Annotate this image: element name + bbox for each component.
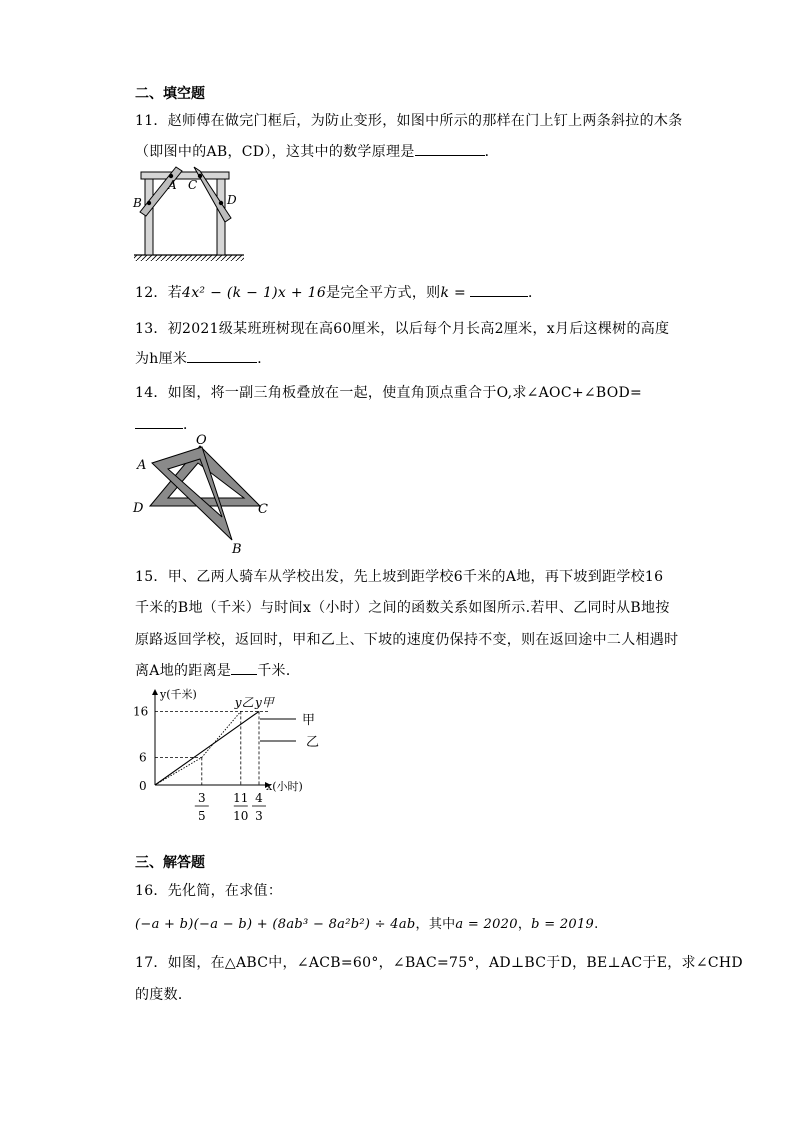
q12-line xyxy=(135,282,542,302)
q11-line1: 11．赵师傅在做完门框后，为防止变形，如图中所示的那样在门上钉上两条斜拉的木条 xyxy=(135,113,683,129)
chart-legend xyxy=(258,708,338,758)
q13-line2 xyxy=(135,348,272,368)
q16-b-value: b = 2019 xyxy=(531,917,595,932)
q13-line1: 13．初2021级某班班树现在高60厘米，以后每个月长高2厘米，x月后这棵树的高度 xyxy=(135,321,670,337)
label-o: O xyxy=(196,433,207,448)
q12-expression: 4x² − (k − 1)x + 16 xyxy=(182,285,327,301)
q15-line1: 15．甲、乙两人骑车从学校出发，先上坡到距学校6千米的A地，再下坡到距学校16 xyxy=(135,569,664,585)
x-tick-denominator-0: 5 xyxy=(197,809,206,823)
nail-c xyxy=(198,174,202,178)
q14-answer-blank[interactable] xyxy=(135,414,183,429)
q15-line3: 原路返回学校，返回时，甲和乙上、下坡的速度仍保持不变，则在返回途中二人相遇时 xyxy=(135,632,679,648)
nail-d xyxy=(219,201,223,205)
set-squares-figure xyxy=(130,433,280,557)
q12-mid: 是完全平方式，则 xyxy=(326,285,441,301)
section-title-fill-blank: 二、填空题 xyxy=(135,86,205,102)
x-tick-denominator-1: 10 xyxy=(233,809,249,823)
y-tick-label-6: 6 xyxy=(139,750,147,765)
q16-a-value: a = 2020 xyxy=(455,917,518,932)
x-axis-label: x(小时) xyxy=(266,780,303,793)
q14-line1: 14．如图，将一副三角板叠放在一起，使直角顶点重合于O,求∠AOC+∠BOD= xyxy=(135,385,643,401)
q16-expression: (−a + b)(−a − b) + (8ab³ − 8a²b²) ÷ 4ab xyxy=(135,917,416,932)
q11-line2 xyxy=(135,141,499,161)
legend-jia-label: 甲 xyxy=(302,713,316,728)
series-line-yi xyxy=(155,711,241,785)
curve-label-jia: y甲 xyxy=(254,695,274,710)
q12-answer-blank[interactable] xyxy=(470,282,528,297)
door-frame-figure xyxy=(132,165,252,265)
q17-line1: 17．如图，在△ABC中，∠ACB=60°，∠BAC=75°，AD⊥BC于D，BE⊥AC于E，求∠CHD xyxy=(135,955,743,971)
q11-line2-end: ． xyxy=(484,144,499,160)
label-c: C xyxy=(188,178,198,192)
q15-line2: 千米的B地（千米）与时间x（小时）之间的函数关系如图所示.若甲、乙同时从B地按 xyxy=(135,600,670,616)
q15-answer-blank[interactable] xyxy=(231,660,257,675)
q16-end: . xyxy=(594,917,599,932)
origin-label: 0 xyxy=(139,779,147,793)
x-tick-numerator-2: 4 xyxy=(255,791,263,805)
nail-b xyxy=(147,201,151,205)
q13-line2-end: ． xyxy=(257,351,272,367)
series-line-jia xyxy=(155,711,259,785)
q13-line2-text: 为h厘米 xyxy=(135,351,188,367)
q15-line4-b: 千米． xyxy=(257,663,301,679)
label-b: B xyxy=(133,196,142,210)
label-a: A xyxy=(168,178,177,192)
left-post xyxy=(145,179,153,255)
q13-answer-blank[interactable] xyxy=(187,348,257,363)
q12-end: ． xyxy=(528,285,543,301)
q11-answer-blank[interactable] xyxy=(415,141,485,156)
q11-line2-text: （即图中的AB，CD），这其中的数学原理是 xyxy=(135,144,415,160)
top-beam xyxy=(141,172,229,179)
label-b: B xyxy=(232,542,242,557)
x-tick-denominator-2: 3 xyxy=(255,809,263,823)
q14-line2-end: ． xyxy=(183,417,198,433)
x-tick-numerator-0: 3 xyxy=(197,791,206,805)
ground-hatch xyxy=(134,255,244,261)
y-tick-label-16: 16 xyxy=(133,704,149,719)
legend-yi-label: 乙 xyxy=(306,735,320,750)
label-d: D xyxy=(133,501,144,516)
section-title-solve: 三、解答题 xyxy=(135,855,205,871)
q16-line1: 16．先化简，在求值： xyxy=(135,883,283,899)
x-tick-numerator-1: 11 xyxy=(233,791,249,805)
q14-line2 xyxy=(135,414,197,434)
label-a: A xyxy=(137,458,147,473)
curve-label-yi: y乙 xyxy=(234,695,254,710)
q16-line2 xyxy=(135,913,599,932)
y-axis-label: y(千米) xyxy=(160,688,197,701)
label-c: C xyxy=(258,502,268,517)
label-d: D xyxy=(227,193,237,207)
q15-line4-a: 离A地的距离是 xyxy=(135,663,232,679)
q12-k-eq: k = xyxy=(440,285,467,301)
q16-where: ，其中 xyxy=(415,917,456,932)
q17-line2: 的度数． xyxy=(135,987,193,1003)
q15-line4 xyxy=(135,660,300,680)
q16-sep: ， xyxy=(517,917,532,932)
q12-prefix: 12．若 xyxy=(135,285,183,301)
